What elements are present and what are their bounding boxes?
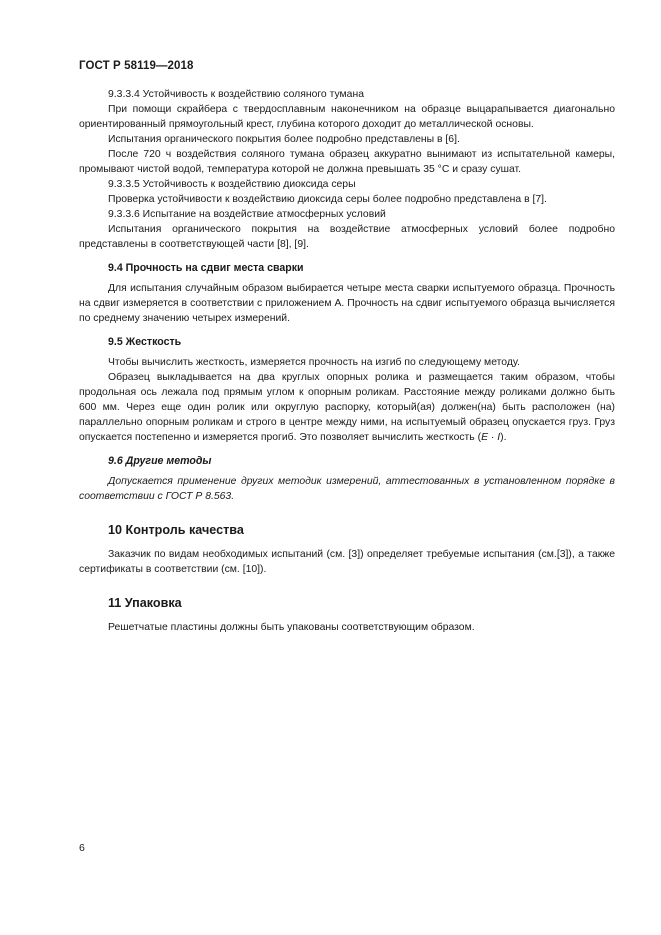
section-9-3-3-4-paragraph-3: После 720 ч воздействия соляного тумана образец аккуратно вынимают из испытательной камеры, промывают чистой водой, температура которой не должна превышать 35 °С и сразу сушат.	[79, 149, 615, 175]
stiffness-formula: E · I	[481, 432, 501, 443]
section-9-3-3-4-paragraph-1: При помощи скрайбера с твердосплавным наконечником на образце выцарапывается диагонально ориентированный прямоугольный крест, глубина которого доходит до металлической основы.	[79, 104, 615, 130]
page-number: 6	[79, 842, 85, 854]
section-10-heading: 10 Контроль качества	[108, 523, 244, 537]
section-9-3-3-6-title: 9.3.3.6 Испытание на воздействие атмосферных условий	[108, 209, 386, 220]
section-9-3-3-5-paragraph: Проверка устойчивости к воздействию диоксида серы более подробно представлена в [7].	[108, 194, 547, 205]
section-9-4-paragraph: Для испытания случайным образом выбирается четыре места сварки испытуемого образца. Прочность на сдвиг измеряется в соответствии с приложением А. Прочность на сдвиг испытуемого образца вычисляется по среднему значению четырех измерений.	[79, 283, 615, 324]
section-9-5-heading: 9.5 Жесткость	[108, 336, 182, 348]
section-9-3-3-6-paragraph: Испытания органического покрытия на воздействие атмосферных условий более подробно представлены в соответствующей части [8], [9].	[79, 224, 615, 250]
section-9-5-paragraph-2	[79, 370, 615, 445]
section-11-paragraph: Решетчатые пластины должны быть упакованы соответствующим образом.	[108, 622, 475, 633]
section-9-4-heading: 9.4 Прочность на сдвиг места сварки	[108, 262, 304, 274]
section-9-5-paragraph-2-end: ).	[500, 432, 507, 443]
section-9-5-paragraph-2-text: Образец выкладывается на два круглых опорных ролика и размещается таким образом, чтобы продольная ось лежала под прямым углом к опорным роликам. Расстояние между роликами должно быть 600 мм. Через еще один ролик или округлую распорку, который(ая) должен(на) быть расположен (на) параллельно опорным роликам и строго в центре между ними, на испытуемый образец опускается груз. Груз опускается постепенно и измеряется прогиб. Это позволяет вычислить жесткость (	[79, 372, 615, 443]
section-9-3-3-4-title: 9.3.3.4 Устойчивость к воздействию соляного тумана	[108, 89, 364, 100]
section-9-6-heading: 9.6 Другие методы	[108, 455, 212, 467]
section-9-3-3-5-title: 9.3.3.5 Устойчивость к воздействию диоксида серы	[108, 179, 356, 190]
section-10-paragraph: Заказчик по видам необходимых испытаний (см. [3]) определяет требуемые испытания (см.[3]), а также сертификаты в соответствии (см. [10]).	[79, 549, 615, 575]
section-9-3-3-4-paragraph-2: Испытания органического покрытия более подробно представлены в [6].	[108, 134, 460, 145]
section-9-6-paragraph: Допускается применение других методик измерений, аттестованных в установленном порядке в соответствии с ГОСТ Р 8.563.	[79, 476, 615, 502]
section-9-5-paragraph-1: Чтобы вычислить жесткость, измеряется прочность на изгиб по следующему методу.	[108, 357, 520, 368]
section-11-heading: 11 Упаковка	[108, 596, 182, 610]
document-body	[79, 87, 615, 635]
document-header: ГОСТ Р 58119—2018	[79, 60, 194, 72]
